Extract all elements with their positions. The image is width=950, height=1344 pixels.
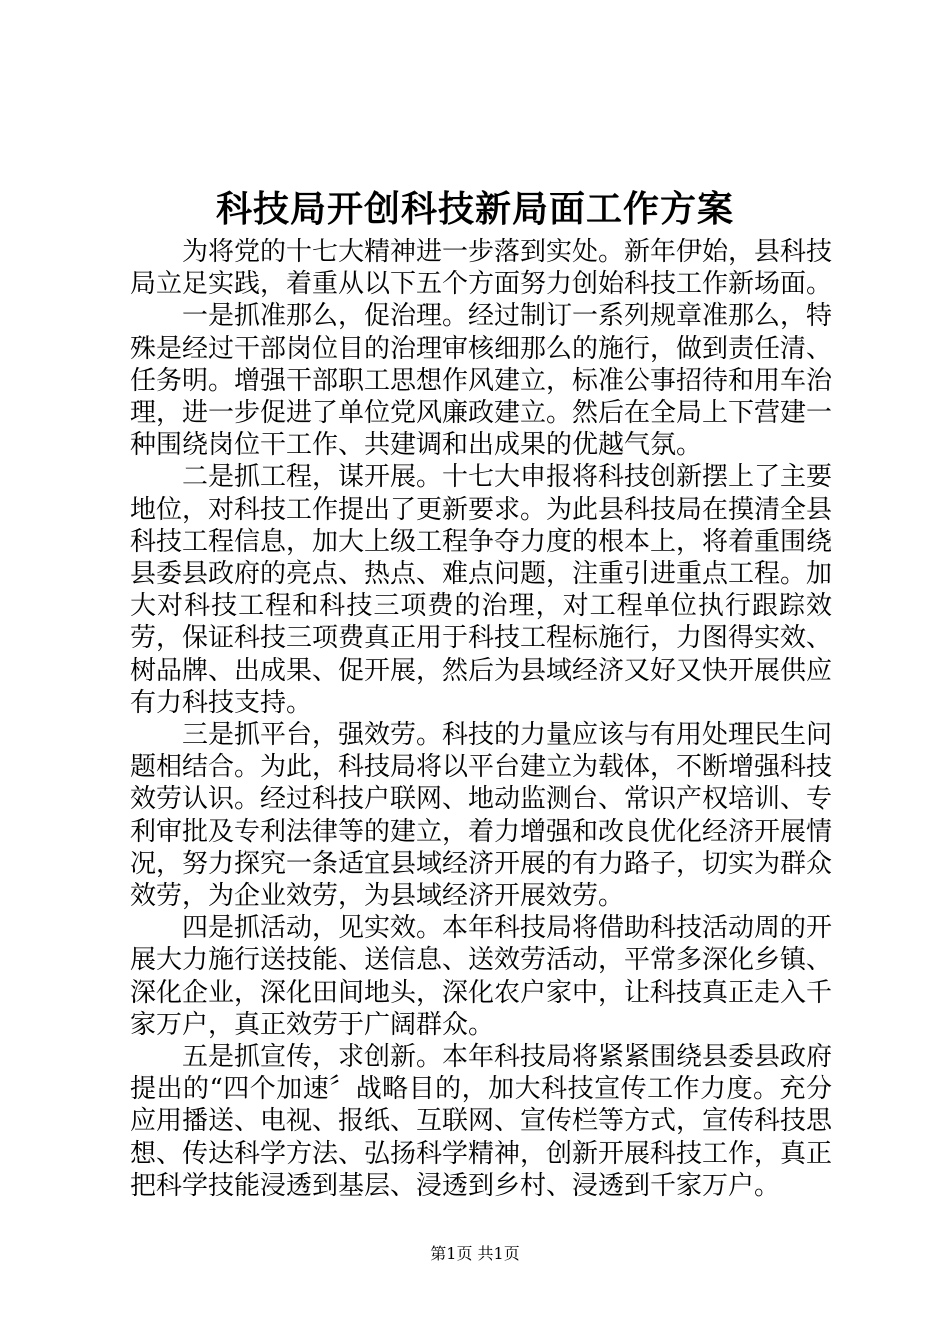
page-footer (0, 1243, 950, 1265)
paragraph-point-5: 五是抓宣传，求创新。本年科技局将紧紧围绕县委县政府提出的“四个加速〞战略目的，加大科技宣传工作力度。充分应用播送、电视、报纸、互联网、宣传栏等方式，宣传科技思想、传达科学方法、弘扬科学精神，创新开展科技工作，真正把科学技能浸透到基层、浸透到乡村、浸透到千家万户。 (130, 1042, 833, 1201)
paragraph-point-1: 一是抓准那么，促治理。经过制订一系列规章准那么，特殊是经过干部岗位目的治理审核细那么的施行，做到责任清、任务明。增强干部职工思想作风建立，标准公事招待和用车治理，进一步促进了单位党风廉政建立。然后在全局上下营建一种围绕岗位干工作、共建调和出成果的优越气氛。 (130, 301, 833, 461)
page-total: 共1页 (477, 1244, 520, 1263)
paragraph-point-2: 二是抓工程，谋开展。十七大申报将科技创新摆上了主要地位，对科技工作提出了更新要求。为此县科技局在摸清全县科技工程信息，加大上级工程争夺力度的根本上，将着重围绕县委县政府的亮点、热点、难点问题，注重引进重点工程。加大对科技工程和科技三项费的治理，对工程单位执行跟踪效劳，保证科技三项费真正用于科技工程标施行，力图得实效、树品牌、出成果、促开展，然后为县域经济又好又快开展供应有力科技支持。 (130, 462, 833, 718)
paragraph-point-4: 四是抓活动，见实效。本年科技局将借助科技活动周的开展大力施行送技能、送信息、送效劳活动，平常多深化乡镇、深化企业，深化田间地头，深化农户家中，让科技真正走入千家万户，真正效劳于广阔群众。 (130, 913, 833, 1040)
page-number: 第1页 (430, 1244, 473, 1263)
paragraph-point-3: 三是抓平台，强效劳。科技的力量应该与有用处理民生问题相结合。为此，科技局将以平台建立为载体，不断增强科技效劳认识。经过科技户联网、地动监测台、常识产权培训、专利审批及专利法律等的建立，着力增强和改良优化经济开展情况，努力探究一条适宜县域经济开展的有力路子，切实为群众效劳，为企业效劳，为县域经济开展效劳。 (130, 720, 833, 912)
paragraph-intro: 为将党的十七大精神进一步落到实处。新年伊始，县科技局立足实践，着重从以下五个方面努力创始科技工作新场面。 (130, 237, 833, 300)
document-body (130, 236, 832, 1202)
document-title: 科技局开创科技新局面工作方案 (215, 188, 734, 230)
